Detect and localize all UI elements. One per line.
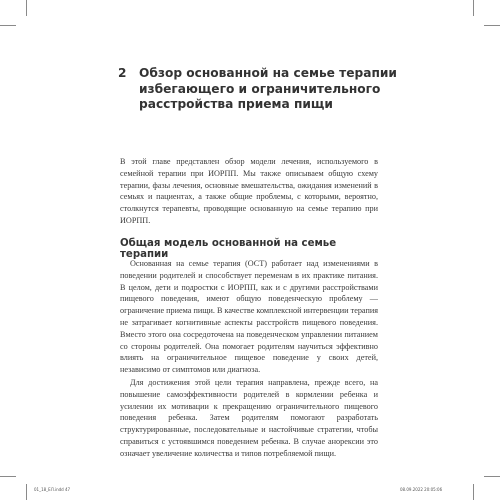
chapter-title: Обзор основанной на семье терапии избегающего и ограничительного расстройства приема пищи <box>139 66 397 111</box>
crop-mark <box>484 476 500 477</box>
section-heading: Общая модель основанной на семье терапии <box>120 238 337 260</box>
crop-mark <box>26 484 27 500</box>
chapter-number: 2 <box>118 66 127 80</box>
crop-mark <box>473 484 474 500</box>
footer-timestamp: 08.09.2022 20:05:06 <box>400 487 443 492</box>
crop-mark <box>26 0 27 16</box>
crop-mark <box>473 0 474 16</box>
body-paragraph: Для достижения этой цели терапия направлена, прежде всего, на повышение самоэффективности родителей в кормлении ребенка и усилении их мотивации к прекращению ограничительного пищевого поведения ребенка. Затем родителям помогают разработать структурированные, последовательные и настойчивые стратегии, чтобы справиться с устоявшимся поведением ребенка. В случае анорексии это означает увеличение количества и типов потребляемой пищи. <box>120 378 378 458</box>
body-paragraph: Основанная на семье терапия (ОСТ) работает над изменениями в поведении родителей и способствует переменам в их практике питания. В целом, дети и подростки с ИОРПП, как и с другими расстройствами пищевого поведения, имеют общую поведенческую проблему — ограничение приема пищи. В качестве комплексной интервенции терапия не затрагивает когнитивные аспекты расстройств пищевого поведения. Вместо этого она сосредоточена на поведенческом управлении питанием со стороны родителей. Она помогает родителям научиться эффективно влиять на ограничительное пищевое поведение у своих детей, независимо от симптомов или диагноза. <box>120 259 378 375</box>
crop-mark <box>484 25 500 26</box>
crop-mark <box>0 476 16 477</box>
intro-paragraph: В этой главе представлен обзор модели лечения, используемого в семейной терапии при ИОРПП. Мы также описываем общую схему терапии, фазы лечения, основные вмешательства, ожидания изменений в семьях и пациентах, а также общие проблемы, с которыми, вероятно, столкнутся терапевты, проводящие основанную на семье терапию при ИОРПП. <box>120 157 378 225</box>
footer-file-info: 01_18_ЕЛ.indd 47 <box>34 487 71 492</box>
crop-mark <box>0 25 16 26</box>
